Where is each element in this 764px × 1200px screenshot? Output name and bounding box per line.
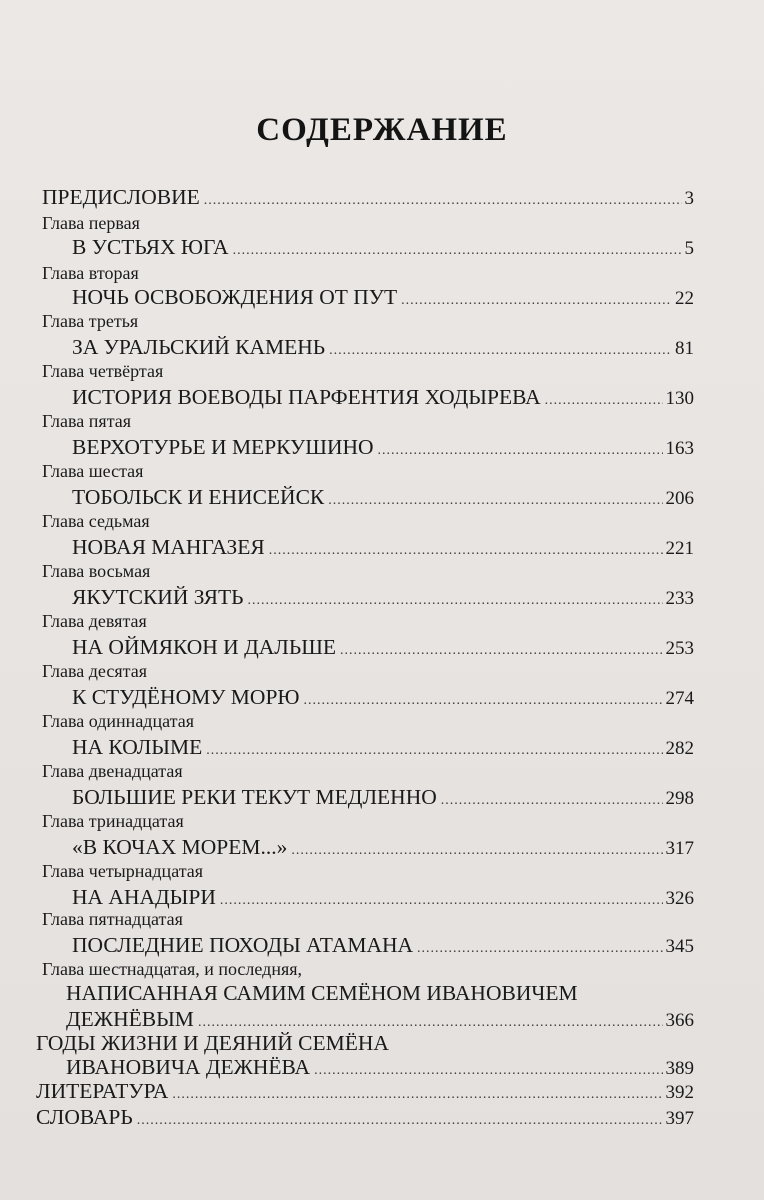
toc-entry-title: ЛИТЕРАТУРА	[36, 1079, 169, 1103]
toc-chapter-label: Глава двенадцатая	[42, 761, 183, 781]
toc-dot-leader	[233, 244, 682, 258]
toc-entry-title: ИСТОРИЯ ВОЕВОДЫ ПАРФЕНТИЯ ХОДЫРЕВА	[72, 385, 541, 409]
toc-entry-literature[interactable]	[36, 1078, 694, 1106]
toc-entry-chapter-1[interactable]	[72, 234, 694, 262]
toc-dot-leader	[417, 942, 662, 956]
toc-entry-page: 5	[684, 238, 694, 259]
toc-dot-leader	[204, 194, 682, 208]
toc-entry-chapter-9[interactable]	[72, 634, 694, 662]
toc-entry-chapter-15[interactable]	[72, 932, 694, 960]
toc-chapter-label: Глава тринадцатая	[42, 811, 184, 831]
toc-dot-leader	[248, 594, 663, 608]
toc-entry-page: 298	[665, 788, 694, 809]
toc-entry-title: НА КОЛЫМЕ	[72, 735, 203, 759]
toc-entry-chapter-8[interactable]	[72, 584, 694, 612]
toc-entry-page: 130	[665, 388, 694, 409]
toc-entry-page: 389	[665, 1058, 694, 1079]
toc-entry-page: 233	[665, 588, 694, 609]
toc-chapter-label: Глава первая	[42, 213, 140, 233]
toc-entry-page: 274	[665, 688, 694, 709]
toc-entry-title: «В КОЧАХ МОРЕМ...»	[72, 835, 288, 859]
toc-entry-title: ПРЕДИСЛОВИЕ	[42, 185, 200, 209]
toc-entry-title: НОВАЯ МАНГАЗЕЯ	[72, 535, 265, 559]
toc-dot-leader	[378, 444, 663, 458]
toc-entry-page: 22	[675, 288, 694, 309]
toc-heading: СОДЕРЖАНИЕ	[256, 112, 508, 148]
toc-dot-leader	[545, 394, 663, 408]
toc-entry-preface[interactable]	[42, 184, 694, 212]
toc-chapter-label: Глава седьмая	[42, 511, 150, 531]
toc-chapter-label: Глава пятнадцатая	[42, 909, 183, 929]
toc-entry-chapter-2[interactable]	[72, 284, 694, 312]
toc-dot-leader	[441, 794, 663, 808]
toc-entry-page: 81	[675, 338, 694, 359]
toc-entry-chapter-7[interactable]	[72, 534, 694, 562]
toc-chapter-label: Глава третья	[42, 311, 139, 331]
toc-chapter-label: Глава шестая	[42, 461, 144, 481]
toc-chapter-label: Глава восьмая	[42, 561, 151, 581]
toc-entry-title: БОЛЬШИЕ РЕКИ ТЕКУТ МЕДЛЕННО	[72, 785, 437, 809]
toc-entry-title: ИВАНОВИЧА ДЕЖНЁВА	[66, 1055, 311, 1079]
toc-chapter-label: Глава четырнадцатая	[42, 861, 204, 881]
toc-entry-page: 317	[665, 838, 694, 859]
toc-chapter-label: Глава шестнадцатая, и последняя,	[42, 959, 303, 979]
toc-chapter-label: Глава десятая	[42, 661, 147, 681]
toc-entry-chapter-4[interactable]	[72, 384, 694, 412]
toc-chapter-label: Глава пятая	[42, 411, 132, 431]
toc-dot-leader	[137, 1114, 663, 1128]
toc-entry-title: ДЕЖНЁВЫМ	[66, 1007, 194, 1031]
toc-dot-leader	[401, 294, 672, 308]
toc-entry-glossary[interactable]	[36, 1104, 694, 1132]
toc-entry-title-line1: ГОДЫ ЖИЗНИ И ДЕЯНИЙ СЕМЁНА	[36, 1031, 389, 1055]
toc-entry-title: НОЧЬ ОСВОБОЖДЕНИЯ ОТ ПУТ	[72, 285, 398, 309]
toc-dot-leader	[304, 694, 663, 708]
toc-entry-chapter-10[interactable]	[72, 684, 694, 712]
toc-entry-chapter-5[interactable]	[72, 434, 694, 462]
toc-entry-chapter-6[interactable]	[72, 484, 694, 512]
toc-dot-leader	[172, 1088, 662, 1102]
toc-entry-page: 253	[665, 638, 694, 659]
toc-chapter-label: Глава четвёртая	[42, 361, 164, 381]
toc-dot-leader	[314, 1064, 662, 1078]
toc-chapter-label: Глава одиннадцатая	[42, 711, 194, 731]
toc-entry-page: 392	[665, 1082, 694, 1103]
toc-chapter-label: Глава вторая	[42, 263, 139, 283]
toc-entry-chapter-3[interactable]	[72, 334, 694, 362]
toc-entry-page: 3	[684, 188, 694, 209]
toc-entry-title: ПОСЛЕДНИЕ ПОХОДЫ АТАМАНА	[72, 933, 414, 957]
toc-entry-title: НА АНАДЫРИ	[72, 885, 216, 909]
toc-dot-leader	[291, 844, 662, 858]
toc-entry-page: 163	[665, 438, 694, 459]
toc-dot-leader	[220, 894, 663, 908]
toc-entry-page: 282	[665, 738, 694, 759]
toc-entry-page: 345	[665, 936, 694, 957]
toc-dot-leader	[198, 1016, 663, 1030]
toc-entry-title: ЗА УРАЛЬСКИЙ КАМЕНЬ	[72, 335, 326, 359]
toc-entry-title: ТОБОЛЬСК И ЕНИСЕЙСК	[72, 485, 325, 509]
toc-entry-title-line1: НАПИСАННАЯ САМИМ СЕМЁНОМ ИВАНОВИЧЕМ	[66, 981, 578, 1005]
toc-entry-page: 397	[665, 1108, 694, 1129]
toc-dot-leader	[328, 494, 662, 508]
toc-entry-chapter-13[interactable]	[72, 834, 694, 862]
toc-dot-leader	[269, 544, 663, 558]
toc-entry-chapter-11[interactable]	[72, 734, 694, 762]
toc-entry-title: ВЕРХОТУРЬЕ И МЕРКУШИНО	[72, 435, 374, 459]
toc-entry-title: НА ОЙМЯКОН И ДАЛЬШЕ	[72, 635, 337, 659]
toc-entry-title: К СТУДЁНОМУ МОРЮ	[72, 685, 300, 709]
toc-chapter-label: Глава девятая	[42, 611, 147, 631]
toc-dot-leader	[329, 344, 672, 358]
toc-entry-page: 326	[665, 888, 694, 909]
toc-entry-title: СЛОВАРЬ	[36, 1105, 133, 1129]
toc-entry-chapter-12[interactable]	[72, 784, 694, 812]
toc-dot-leader	[340, 644, 662, 658]
toc-dot-leader	[206, 744, 662, 758]
toc-entry-page: 221	[665, 538, 694, 559]
toc-entry-page: 366	[665, 1010, 694, 1031]
toc-entry-page: 206	[665, 488, 694, 509]
toc-entry-title: ЯКУТСКИЙ ЗЯТЬ	[72, 585, 244, 609]
toc-entry-title: В УСТЬЯХ ЮГА	[72, 235, 229, 259]
